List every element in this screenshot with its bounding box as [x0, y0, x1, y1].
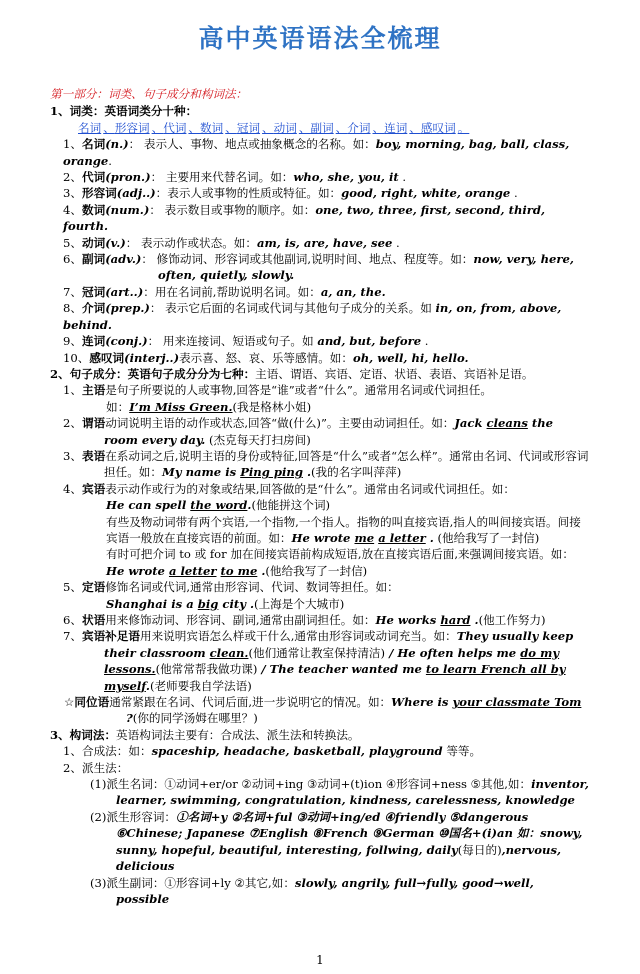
s3-heading: 3、构词法：英语构词法主要有：合成法、派生法和转换法。 — [50, 727, 360, 742]
pos-item: 连词 — [384, 120, 408, 135]
component-predicative: 3、表语在系动词之后,说明主语的身份或特征,回答是“什么”或者“怎么样”。通常由名词、代词或形容词担任。如：My name is Ping ping .(我的名字叫萍萍) — [63, 448, 589, 480]
pos-list: 名词 、形容词 、代词 、数词 、冠词 、动词 、副词 、介词 、连词 、感叹词 。 — [78, 120, 470, 135]
component-appositive: ☆同位语通常紧跟在名词、代词后面,进一步说明它的情况。如：Where is your classmate Tom ?(你的同学汤姆在哪里？) — [64, 695, 582, 726]
s1-heading: 1、词类：英语词类分十种： — [50, 104, 198, 119]
object-double-para: 有些及物动词带有两个宾语,一个指物,一个指人。指物的叫直接宾语,指人的叫间接宾语。间接宾语一般放在直接宾语的前面。如：He wrote me a letter . (他给我写了一封信) — [106, 514, 581, 545]
pos-entry-adverb: 6、副词(adv.)： 修饰动词、形容词或其他副词,说明时间、地点、程度等。如：now, very, here, often, quietly, slowly. — [63, 252, 574, 283]
component-adverbial: 6、状语用来修饰动词、形容词、副词,通常由副词担任。如：He works hard .(他工作努力) — [63, 613, 546, 627]
pos-item: 名词 — [78, 120, 102, 135]
pos-item: 冠词 — [236, 120, 261, 135]
component-complement: 7、宾语补足语用来说明宾语怎么样或干什么,通常由形容词或动词充当。如：They usually keep their classroom clean.(他们通常让教室保持清洁) / He often helps me do my lessons.(他常常帮我做功课) / The teacher wanted me to learn French all by myself.(老师要我自学法语) — [63, 629, 574, 693]
pos-entry-pronoun: 2、代词(pron.)： 主要用来代替名词。如：who, she, you, it . — [63, 170, 407, 185]
page-number: 1 — [316, 953, 324, 967]
pos-item: 形容词 — [114, 120, 150, 135]
pos-entry-adjective: 3、形容词(adj..)：表示人或事物的性质或特征。如：good, right, white, orange . — [63, 186, 518, 201]
derive-method: 2、派生法： — [63, 760, 129, 775]
derive-adjective: (2)派生形容词：①名词+y ②名词+ful ③动词+ing/ed ④friendly ⑤dangerous ⑥Chinese; Japanese ⑦English ⑧French ⑨German ⑩国名+(i)an 如：snowy, sunny, hopeful, beautiful, interesting, follwing, daily(每日的),nervous, delicious — [90, 809, 583, 874]
pos-entry-numeral: 4、数词(num.)： 表示数目或事物的顺序。如：one, two, three, first, second, third, fourth. — [63, 202, 546, 234]
pos-item: 数词 — [200, 120, 224, 135]
object-prep-para: 有时可把介词 to 或 for 加在间接宾语前构成短语,放在直接宾语后面,来强调间接宾语。如：He wrote a letter to me .(他给我写了一封信) — [106, 547, 574, 578]
pos-entry-verb: 5、动词(v.)： 表示动作或状态。如：am, is, are, have, see . — [63, 235, 400, 250]
subject-example: 如：I’m Miss Green.(我是格林小姐) — [106, 399, 312, 414]
pos-item: 动词 — [273, 120, 297, 135]
pos-entry-preposition: 8、介词(prep.)： 表示它后面的名词或代词与其他句子成分的关系。如 in, on, from, above, behind. — [63, 301, 562, 332]
part1-heading: 第一部分：词类、句子成分和构词法： — [50, 87, 248, 101]
pos-item: 介词 — [347, 120, 371, 135]
derive-adverb: (3)派生副词：①形容词+ly ②其它,如：slowly, angrily, full→fully, good→well, possible — [90, 875, 534, 906]
s2-heading: 2、句子成分：英语句子成分分为七种：主语、谓语、宾语、定语、状语、表语、宾语补足语。 — [50, 366, 534, 381]
star-icon: ☆ — [64, 695, 75, 710]
pos-item: 副词 — [310, 120, 334, 135]
pos-entry-noun: 1、名词(n.)： 表示人、事物、地点或抽象概念的名称。如：boy, morning, bag, ball, class, orange. — [63, 137, 570, 168]
attributive-example: Shanghai is a big city .(上海是个大城市) — [106, 596, 345, 611]
pos-entry-conjunction: 9、连词(conj.)： 用来连接词、短语或句子。如 and, but, before . — [63, 334, 429, 349]
pos-item: 代词 — [163, 120, 187, 135]
pos-item: 感叹词 — [420, 120, 456, 135]
document-page — [50, 22, 590, 907]
pos-entry-article: 7、冠词(art..)：用在名词前,帮助说明名词。如：a, an, the. — [63, 284, 386, 299]
compound-method: 1、合成法：如：spaceship, headache, basketball, playground 等等。 — [63, 744, 482, 759]
object-example-1: He can spell the word.(他能拼这个词) — [106, 498, 331, 513]
page-title: 高中英语语法全梳理 — [198, 24, 442, 53]
component-subject: 1、主语是句子所要说的人或事物,回答是“谁”或者“什么”。通常用名词或代词担任。 — [63, 383, 492, 398]
component-attributive: 5、定语修饰名词或代词,通常由形容词、代词、数词等担任。如： — [63, 580, 399, 595]
derive-noun: (1)派生名词：①动词+er/or ②动词+ing ③动词+(t)ion ④形容词+ness ⑤其他,如：inventor, learner, swimming, congratulation, kindness, carelessness, knowledge — [90, 777, 589, 808]
component-predicate: 2、谓语动词说明主语的动作或状态,回答“做(什么)”。主要由动词担任。如：Jack cleans the room every day. (杰克每天打扫房间) — [63, 416, 554, 447]
component-object: 4、宾语表示动作或行为的对象或结果,回答做的是“什么”。通常由名词或代词担任。如： — [63, 481, 515, 496]
pos-entry-interjection: 10、感叹词(interj..)表示喜、怒、哀、乐等感情。如：oh, well, hi, hello. — [63, 350, 469, 365]
